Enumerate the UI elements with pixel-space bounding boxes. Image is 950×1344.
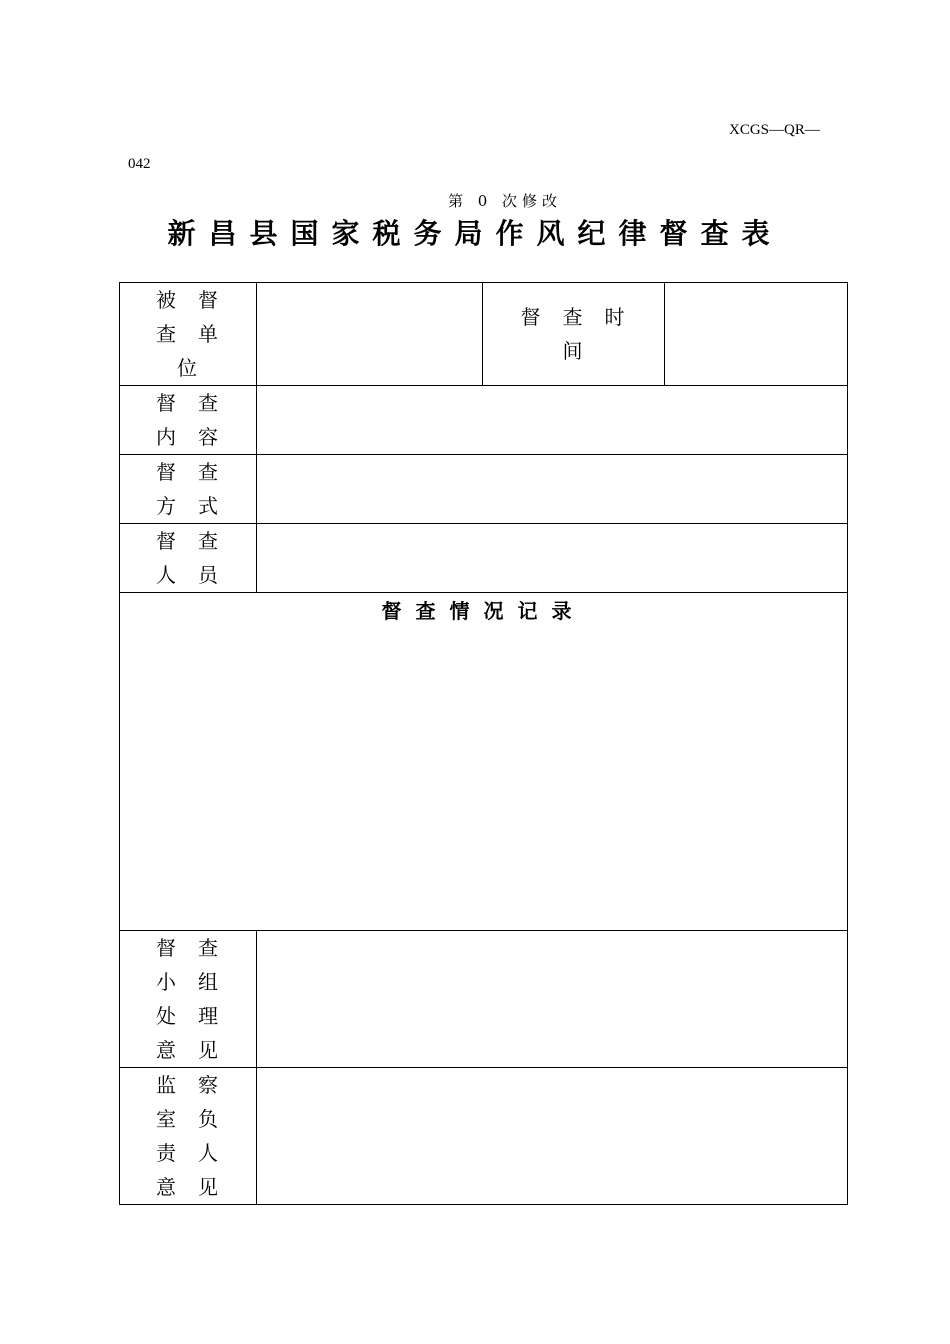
supervisor-opinion-label-line: 室负 [156,1107,240,1131]
time-label-line: 督查时 [520,305,647,329]
content-label-cell [120,386,257,455]
staff-row [120,524,848,593]
method-row [120,455,848,524]
unit-label-line: 位 [177,356,219,380]
team-opinion-value-cell[interactable] [257,931,848,1068]
team-opinion-label-line: 督查 [156,936,240,960]
unit-label-line: 被督 [156,288,240,312]
record-cell[interactable] [120,593,848,931]
team-opinion-label-line: 意见 [156,1038,240,1062]
unit-label-line: 查单 [156,322,240,346]
staff-label-line: 人员 [156,563,240,587]
content-label-line: 督查 [156,391,240,415]
record-section-title: 督查情况记录 [381,599,586,623]
inspection-form-table [119,282,848,1205]
document-code-line2: 042 [128,156,151,172]
method-label-line: 督查 [156,460,240,484]
record-row [120,593,848,931]
document-code-line1: XCGS—QR— [729,122,820,138]
team-opinion-label-cell [120,931,257,1068]
content-row [120,386,848,455]
method-label-cell [120,455,257,524]
content-label-line: 内容 [156,425,240,449]
staff-label-line: 督查 [156,529,240,553]
team-opinion-label-line: 处理 [156,1004,240,1028]
method-value-cell[interactable] [257,455,848,524]
content-value-cell[interactable] [257,386,848,455]
supervisor-opinion-label-cell [120,1068,257,1205]
supervisor-opinion-label-line: 监察 [156,1073,240,1097]
staff-label-cell [120,524,257,593]
time-label-line: 间 [562,339,605,363]
staff-value-cell[interactable] [257,524,848,593]
unit-row [120,283,848,386]
page-title: 新昌县国家税务局作风纪律督查表 [167,217,783,250]
unit-value-cell[interactable] [257,283,483,386]
method-label-line: 方式 [156,494,240,518]
supervisor-opinion-value-cell[interactable] [257,1068,848,1205]
time-label-cell [483,283,665,386]
supervisor-opinion-label-line: 意见 [156,1175,240,1199]
team-opinion-row [120,931,848,1068]
revision-note: 第 0 次修改 [447,192,563,210]
team-opinion-label-line: 小组 [156,970,240,994]
time-value-cell[interactable] [665,283,848,386]
supervisor-opinion-row [120,1068,848,1205]
supervisor-opinion-label-line: 责人 [156,1141,240,1165]
unit-label-cell [120,283,257,386]
